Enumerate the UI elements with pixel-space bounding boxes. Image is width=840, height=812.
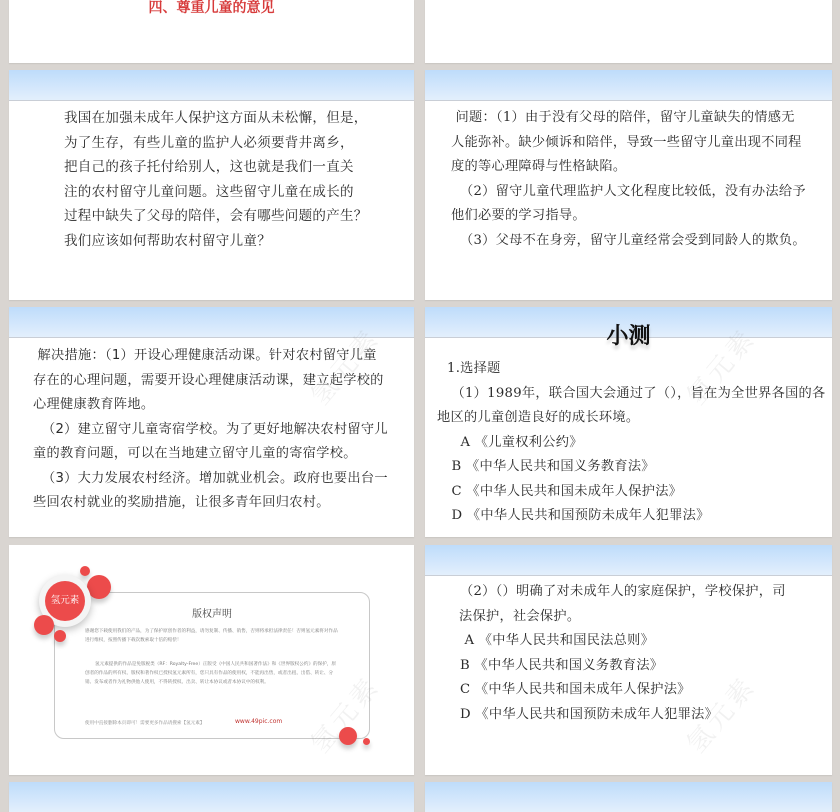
slide-thumbnail-4[interactable] (425, 70, 832, 300)
decorative-dot-icon (34, 615, 54, 635)
slide-body (451, 106, 806, 253)
option-b: B 《中华人民共和国义务教育法》 (447, 459, 655, 474)
option-a: A 《中华人民共和国民法总则》 (451, 633, 655, 648)
slide-thumbnail-7-copyright[interactable] (9, 545, 414, 775)
copyright-box (54, 592, 370, 739)
question-line: 地区的儿童创造良好的成长环境。 (437, 410, 640, 425)
slide-body (33, 344, 388, 516)
paragraph-line: 问题：（1）由于没有父母的陪伴，留守儿童缺失的情感无 (451, 110, 795, 125)
watermark: 氢元素 (681, 670, 763, 760)
paragraph-line: 些回农村就业的奖励措施，让很多青年回归农村。 (33, 495, 330, 510)
option-a: A 《儿童权利公约》 (447, 434, 583, 450)
slide-thumbnail-10[interactable] (425, 782, 832, 812)
slide-thumbnail-3[interactable] (9, 70, 414, 300)
copyright-paragraph-2: 氢元素提供的作品是免版税类（RF：Royalty-Free）正版受《中国人民共和国著作法》和《世界版权公约》的保护，原创者的作品的所有权、版权和著作权已授权氢元素所有，您只具有作品的使用权，不能再出售，或者出租、出借、转让、分销、发布或者作为礼物供他人使用，不得转授权、出卖、转让本协议或者本协议中的权利。 (85, 662, 337, 685)
paragraph-line: 把自己的孩子托付给别人，这也就是我们一直关 (64, 159, 354, 175)
copyright-footer: 使用中直接删除本页即可！需要更多作品请搜索【氢元素】 (85, 721, 205, 726)
decorative-dot-icon (339, 727, 357, 745)
paragraph-line: 我们应该如何帮助农村留守儿童？ (64, 232, 271, 249)
paragraph-line: （2）留守儿童代理监护人文化程度比较低，没有办法给予 (451, 183, 806, 199)
paragraph-line: （2）建立留守儿童寄宿学校。为了更好地解决农村留守儿 (33, 421, 388, 437)
paragraph-line: （3）大力发展农村经济。增加就业机会。政府也要出台一 (33, 470, 388, 486)
slide-thumbnail-5[interactable] (9, 307, 414, 537)
paragraph-line: 为了生存，有些儿童的监护人必须要背井离乡， (64, 134, 354, 151)
paragraph-line: 存在的心理问题，需要开设心理健康活动课，建立起学校的 (33, 372, 384, 388)
question-line: （1）1989年，联合国大会通过了（），旨在为全世界各国的各 (447, 385, 826, 401)
logo-text: 氢元素 (45, 581, 85, 621)
slide-thumbnail-9[interactable] (9, 782, 414, 812)
paragraph-line: 解决措施：（1）开设心理健康活动课。针对农村留守儿童 (33, 348, 377, 363)
decorative-dot-icon (80, 566, 90, 576)
paragraph-line: 度的等心理障碍与性格缺陷。 (451, 159, 627, 174)
header-band (425, 545, 832, 576)
slide-thumbnail-2[interactable] (425, 0, 832, 63)
slide-body (437, 357, 826, 529)
paragraph-line: 过程中缺失了父母的陪伴，会有哪些问题的产生？ (64, 208, 368, 224)
slide-thumbnail-6[interactable] (425, 307, 832, 537)
option-c: C 《中华人民共和国未成年人保护法》 (451, 682, 691, 697)
option-b: B 《中华人民共和国义务教育法》 (451, 657, 664, 673)
decorative-dot-icon (363, 738, 370, 745)
slide-body (64, 106, 368, 253)
paragraph-line: （3）父母不在身旁，留守儿童经常会受到同龄人的欺负。 (451, 232, 806, 248)
paragraph-line: 童的教育问题，可以在当地建立留守儿童的寄宿学校。 (33, 446, 357, 461)
watermark: 氢元素 (681, 322, 763, 412)
copyright-heading: 版权声明 (192, 609, 232, 620)
paragraph-line: 我国在加强未成年人保护这方面从未松懈，但是， (64, 110, 368, 126)
header-band (425, 782, 832, 812)
header-band (425, 70, 832, 101)
copyright-paragraph-1: 感谢您下载使用我们的产品，为了保护原创作者的利益，请勿复制、传播、销售，否则将承担法律责任！否则氢元素将对作品进行维权，按照传播下载次数索取十倍的赔偿！ (85, 629, 338, 643)
website-link[interactable]: www.49pic.com (235, 718, 283, 725)
slide-thumbnail-1[interactable] (9, 0, 414, 63)
header-band (9, 307, 414, 338)
header-band (9, 782, 414, 812)
paragraph-line: 心理健康教育阵地。 (33, 397, 155, 412)
slide-thumbnail-8[interactable] (425, 545, 832, 775)
question-line: （2）（）明确了对未成年人的家庭保护，学校保护，司 (451, 584, 786, 599)
paragraph-line: 人能弥补。缺少倾诉和陪伴，导致一些留守儿童出现不同程 (451, 134, 802, 150)
option-c: C 《中华人民共和国未成年人保护法》 (447, 483, 683, 499)
slide-title: 四、尊重儿童的意见 (148, 0, 275, 16)
section-label: 1.选择题 (447, 361, 501, 376)
decorative-dot-icon (87, 575, 111, 599)
slide-body (451, 580, 786, 727)
option-d: D 《中华人民共和国预防未成年人犯罪法》 (447, 508, 710, 523)
paragraph-line: 他们必要的学习指导。 (451, 208, 586, 223)
option-d: D 《中华人民共和国预防未成年人犯罪法》 (451, 706, 719, 722)
quiz-title: 小测 (606, 324, 651, 349)
watermark: 氢元素 (305, 322, 387, 412)
paragraph-line: 注的农村留守儿童问题。这些留守儿童在成长的 (64, 183, 354, 200)
decorative-dot-icon (54, 630, 66, 642)
header-band (9, 70, 414, 101)
question-line: 法保护，社会保护。 (459, 608, 581, 624)
